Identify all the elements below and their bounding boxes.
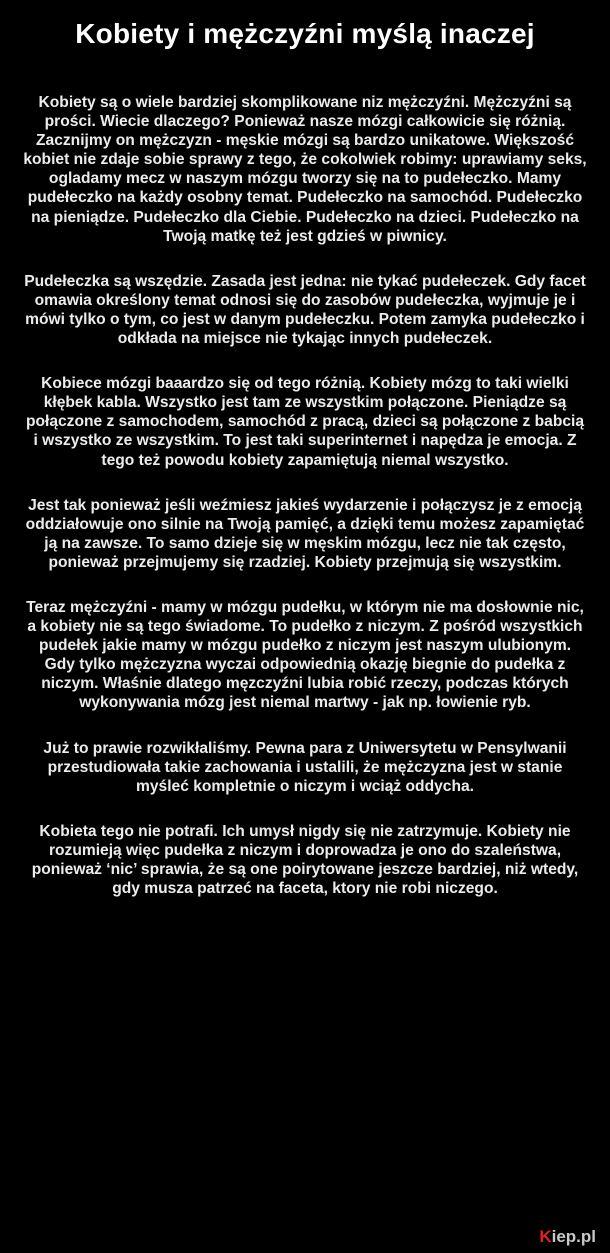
kiep-watermark-logo: [539, 1227, 596, 1247]
paragraph-4: Jest tak ponieważ jeśli weźmiesz jakieś wydarzenie i połączysz je z emocją oddziałowuje ono silnie na Twoją pamięć, a dzięki temu możesz zapamiętać ją na zawsze. To samo dzieje się w męskim mózgu, lecz nie tak często, ponieważ przejmujemy się rzadziej. Kobiety przejmują się wszystkim.: [25, 496, 585, 571]
watermark-k-letter: K: [539, 1227, 552, 1246]
paragraph-5: Teraz mężczyźni - mamy w mózgu pudełku, w którym nie ma dosłownie nic, a kobiety nie są tego świadome. To pudełko z niczym. Z pośród wszystkich pudełek jakie mamy w mózgu pudełko z niczym jest naszym ulubionym. Gdy tylko mężczyzna wyczai odpowiednią okazję biegnie do pudełka z niczym. Właśnie dlatego męzczyźni lubia robić rzeczy, podczas których wykonywania mózg jest niemal martwy - jak np. łowienie ryb.: [26, 598, 584, 712]
paragraph-3: Kobiece mózgi baaardzo się od tego różnią. Kobiety mózg to taki wielki kłębek kabla. Wszystko jest tam ze wszystkim połączone. Pieniądze są połączone z samochodem, samochód z pracą, dzieci są połączone z babcią i wszystko ze wszystkim. To jest taki superinternet i napędza je emocja. Z tego też powodu kobiety zapamiętują niemal wszystko.: [25, 375, 585, 469]
article-body: [22, 93, 588, 924]
page-title: Kobiety i mężczyźni myślą inaczej: [75, 18, 535, 49]
paragraph-2: Pudełeczka są wszędzie. Zasada jest jedna: nie tykać pudełeczek. Gdy facet omawia określony temat odnosi się do zasobów pudełeczka, wyjmuje je i mówi tylko o tym, co jest w danym pudełeczku. Potem zamyka pudełeczko i odkłada na miejsce nie tykając innych pudełeczek.: [24, 272, 586, 348]
watermark-domain-text: iep.pl: [551, 1227, 596, 1246]
paragraph-1: Kobiety są o wiele bardziej skomplikowane niz mężczyźni. Mężczyźni są prości. Wiecie dlaczego? Ponieważ nasze mózgi całkowicie się różnią. Zacznijmy on mężczyzn - męskie mózgi są bardzo unikatowe. Większość kobiet nie zdaje sobie sprawy z tego, że cokolwiek robimy: uprawiamy seks, ogladamy mecz w naszym mózgu tworzy się na to pudełeczko. Mamy pudełeczko na każdy osobny temat. Pudełeczko na samochód. Pudełeczko na pieniądze. Pudełeczko dla Ciebie. Pudełeczko na dzieci. Pudełeczko na Twoją matkę też jest gdzieś w piwnicy.: [23, 94, 587, 245]
paragraph-6: Już to prawie rozwikłaliśmy. Pewna para z Uniwersytetu w Pensylwanii przestudiowała takie zachowania i ustalili, że mężczyzna jest w stanie myśleć kompletnie o niczym i wciąż oddycha.: [43, 739, 567, 795]
paragraph-7: Kobieta tego nie potrafi. Ich umysł nigdy się nie zatrzymuje. Kobiety nie rozumieją więc pudełka z niczym i doprowadza je ono do szaleństwa, ponieważ ‘nic’ sprawia, że są one poirytowane jeszcze bardziej, niż wtedy, gdy musza patrzeć na faceta, ktory nie robi niczego.: [31, 822, 579, 898]
